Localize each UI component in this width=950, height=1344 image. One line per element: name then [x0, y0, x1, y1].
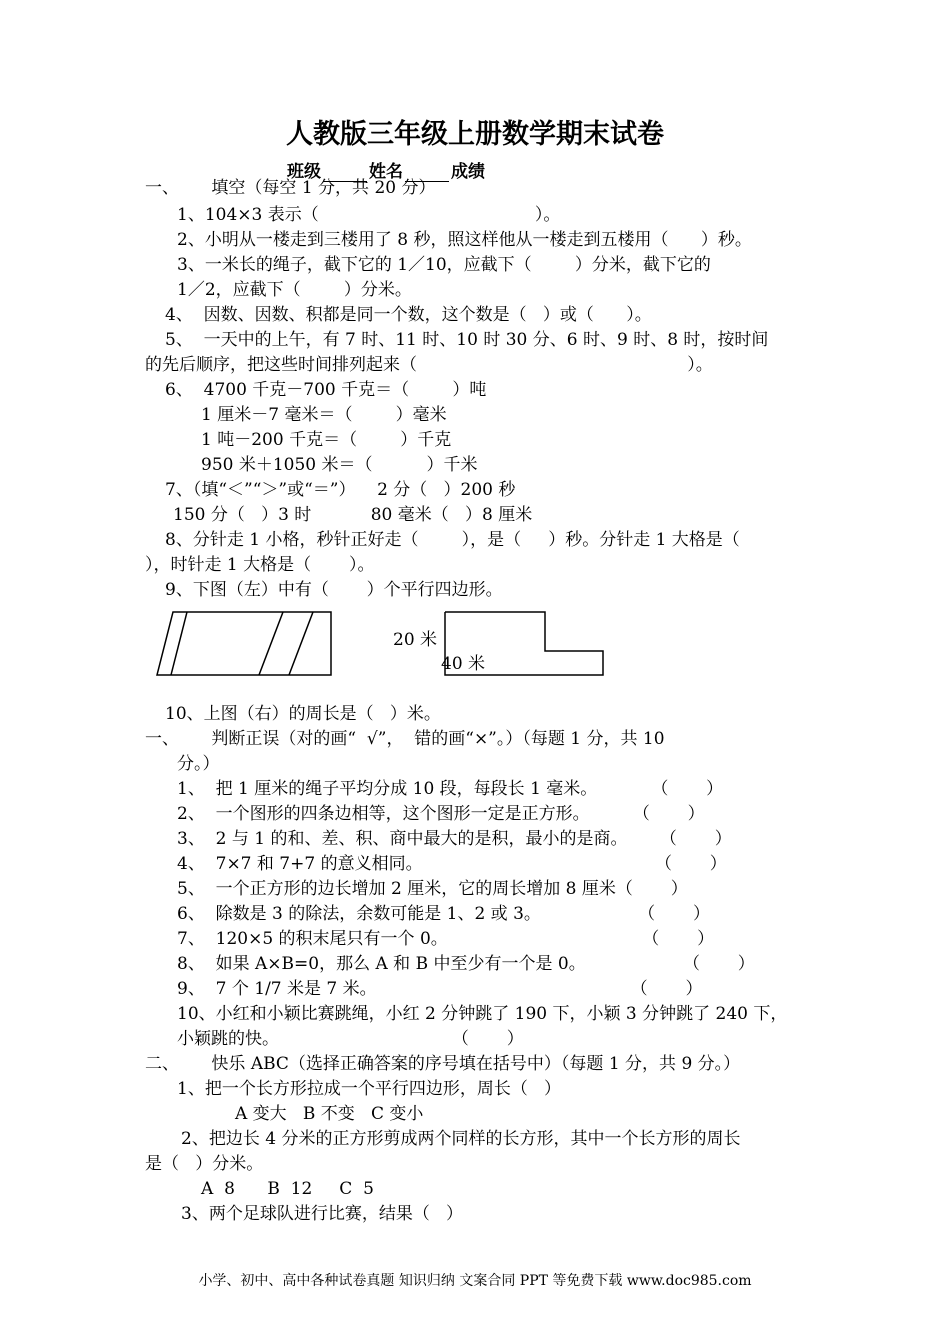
q1-5a: 5、 一天中的上午，有 7 时、11 时、10 时 30 分、6 时、9 时、8 时，按时间	[165, 330, 769, 350]
q1-3b: 1／2，应截下（ ）分米。	[177, 280, 412, 300]
section1-heading: 一、 填空（每空 1 分，共 20 分）	[145, 178, 436, 198]
parallelogram-figure	[155, 610, 335, 678]
page-title: 人教版三年级上册数学期末试卷	[286, 119, 664, 150]
q1-8b: ），时针走 1 大格是（ ）。	[145, 555, 375, 575]
q1-4: 4、 因数、因数、积都是同一个数，这个数是（ ）或（ ）。	[165, 305, 652, 325]
choice-q3: 3、两个足球队进行比赛，结果（ ）	[181, 1204, 464, 1224]
section2-heading: 一、 判断正误（对的画“ √”， 错的画“×”。）（每题 1 分，共 10	[145, 729, 665, 749]
q1-7a: 7、（填“＜”“＞”或“＝”） 2 分（ ）200 秒	[165, 480, 516, 500]
judge-item: 6、 除数是 3 的除法，余数可能是 1、2 或 3。 （ ）	[177, 904, 711, 924]
choice-q1-options: A 变大 B 不变 C 变小	[235, 1104, 424, 1124]
judge-item-10a: 10、小红和小颖比赛跳绳，小红 2 分钟跳了 190 下，小颖 3 分钟跳了 240 下，	[177, 1004, 788, 1024]
section3-heading: 二、 快乐 ABC（选择正确答案的序号填在括号中）（每题 1 分，共 9 分。）	[145, 1054, 741, 1074]
choice-q2-options: A 8 B 12 C 5	[201, 1179, 374, 1199]
judge-item: 4、 7×7 和 7+7 的意义相同。 （ ）	[177, 854, 727, 874]
class-label: 班级	[287, 162, 321, 182]
q1-6b: 1 厘米－7 毫米＝（ ）毫米	[201, 405, 447, 425]
judge-item: 7、 120×5 的积末尾只有一个 0。 （ ）	[177, 929, 715, 949]
label-40m: 40 米	[441, 654, 486, 674]
q1-6d: 950 米＋1050 米＝（ ）千米	[201, 455, 478, 475]
judge-item: 1、 把 1 厘米的绳子平均分成 10 段，每段长 1 毫米。 （ ）	[177, 779, 724, 799]
q1-3a: 3、一米长的绳子，截下它的 1／10，应截下（ ）分米，截下它的	[177, 255, 711, 275]
judge-item: 5、 一个正方形的边长增加 2 厘米，它的周长增加 8 厘米（ ）	[177, 879, 688, 899]
section2-heading-cont: 分。）	[177, 754, 220, 774]
name-label: 姓名	[369, 162, 403, 182]
label-20m: 20 米	[393, 630, 438, 650]
q1-6c: 1 吨－200 千克＝（ ）千克	[201, 430, 452, 450]
footer-text: 小学、初中、高中各种试卷真题 知识归纳 文案合同 PPT 等免费下载 www.doc985.com	[198, 1273, 752, 1289]
q1-10: 10、上图（右）的周长是（ ）米。	[165, 704, 441, 724]
judge-item: 3、 2 与 1 的和、差、积、商中最大的是积，最小的是商。 （ ）	[177, 829, 732, 849]
judge-item: 2、 一个图形的四条边相等，这个图形一定是正方形。 （ ）	[177, 804, 705, 824]
score-label: 成绩	[451, 162, 485, 182]
q1-7b: 150 分（ ）3 时 80 毫米（ ）8 厘米	[173, 505, 533, 525]
q1-6a: 6、 4700 千克－700 千克＝（ ）吨	[165, 380, 487, 400]
choice-q1: 1、把一个长方形拉成一个平行四边形，周长（ ）	[177, 1079, 562, 1099]
choice-q2b: 是（ ）分米。	[145, 1154, 264, 1174]
q1-5b: 的先后顺序，把这些时间排列起来（ ）。	[145, 355, 713, 375]
q1-9: 9、下图（左）中有（ ）个平行四边形。	[165, 580, 503, 600]
choice-q2a: 2、把边长 4 分米的正方形剪成两个同样的长方形，其中一个长方形的周长	[181, 1129, 741, 1149]
q1-2: 2、小明从一楼走到三楼用了 8 秒，照这样他从一楼走到五楼用（ ）秒。	[177, 230, 752, 250]
judge-item-10b: 小颖跳的快。 （ ）	[177, 1029, 524, 1049]
judge-item: 9、 7 个 1/7 米是 7 米。 （ ）	[177, 979, 703, 999]
q1-1: 1、104×3 表示（ ）。	[177, 205, 561, 225]
q1-8a: 8、分针走 1 小格，秒针正好走（ ），是（ ）秒。分针走 1 大格是（	[165, 530, 740, 550]
judge-item: 8、 如果 A×B=0，那么 A 和 B 中至少有一个是 0。 （ ）	[177, 954, 755, 974]
